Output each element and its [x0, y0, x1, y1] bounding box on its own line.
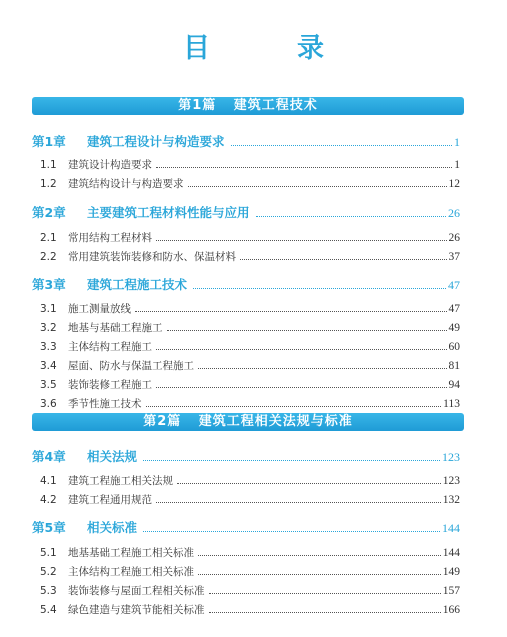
section-title: 地基与基础工程施工	[68, 322, 163, 334]
chapter-title: 相关标准	[87, 520, 138, 535]
section-number: 3.6	[40, 398, 57, 410]
toc-chapter-2[interactable]	[32, 203, 460, 221]
toc-section-4-1[interactable]	[40, 473, 460, 488]
section-title: 季节性施工技术	[68, 398, 142, 410]
section-number: 5.2	[40, 566, 57, 578]
section-number: 3.1	[40, 303, 57, 315]
page-number: 60	[448, 341, 460, 353]
page-number: 47	[448, 278, 460, 292]
chapter-number: 第4章	[32, 449, 66, 464]
leader-dots	[209, 612, 441, 613]
leader-dots	[143, 460, 440, 461]
page-number: 166	[442, 604, 460, 616]
page-number: 144	[442, 521, 460, 535]
toc-section-3-6[interactable]	[40, 396, 460, 411]
leader-dots	[156, 502, 441, 503]
leader-dots	[240, 259, 447, 260]
page-title: 目 录	[183, 33, 354, 64]
part-name: 建筑工程相关法规与标准	[198, 414, 353, 429]
part-2-banner	[32, 413, 464, 431]
leader-dots	[156, 240, 447, 241]
toc-section-2-1[interactable]	[40, 230, 460, 245]
part-1-banner	[32, 97, 464, 115]
leader-dots	[156, 387, 447, 388]
leader-dots	[135, 311, 447, 312]
section-number: 4.2	[40, 494, 57, 506]
part-name: 建筑工程技术	[233, 98, 318, 113]
page-number: 1	[454, 159, 460, 171]
chapter-title: 建筑工程设计与构造要求	[87, 134, 225, 149]
toc-chapter-3[interactable]	[32, 275, 460, 293]
page-number: 113	[443, 398, 460, 410]
leader-dots	[256, 216, 446, 217]
page-number: 132	[442, 494, 460, 506]
toc-section-3-4[interactable]	[40, 358, 460, 373]
toc-section-5-1[interactable]	[40, 545, 460, 560]
chapter-title: 主要建筑工程材料性能与应用	[87, 205, 250, 220]
leader-dots	[198, 368, 447, 369]
leader-dots	[209, 593, 441, 594]
toc-section-4-2[interactable]	[40, 492, 460, 507]
section-title: 常用结构工程材料	[68, 232, 152, 244]
part-label: 第2篇	[143, 414, 182, 429]
page-number: 81	[448, 360, 460, 372]
page-number: 157	[442, 585, 460, 597]
toc-chapter-1[interactable]	[32, 132, 460, 150]
section-title: 屋面、防水与保温工程施工	[68, 360, 194, 372]
page-number: 12	[448, 178, 460, 190]
leader-dots	[146, 406, 442, 407]
section-number: 2.2	[40, 251, 57, 263]
section-title: 主体结构工程施工	[68, 341, 152, 353]
page-number: 94	[448, 379, 460, 391]
toc-section-3-5[interactable]	[40, 377, 460, 392]
page-number: 47	[448, 303, 460, 315]
section-title: 施工测量放线	[68, 303, 131, 315]
section-title: 装饰装修与屋面工程相关标准	[68, 585, 205, 597]
page-number: 49	[448, 322, 460, 334]
section-number: 3.4	[40, 360, 57, 372]
leader-dots	[143, 531, 440, 532]
leader-dots	[177, 483, 441, 484]
section-number: 5.4	[40, 604, 57, 616]
toc-section-5-2[interactable]	[40, 564, 460, 579]
page-number: 149	[442, 566, 460, 578]
section-title: 地基基础工程施工相关标准	[68, 547, 194, 559]
section-number: 3.2	[40, 322, 57, 334]
section-number: 4.1	[40, 475, 57, 487]
section-number: 3.5	[40, 379, 57, 391]
section-number: 5.3	[40, 585, 57, 597]
toc-section-1-2[interactable]	[40, 176, 460, 191]
chapter-number: 第2章	[32, 205, 66, 220]
chapter-title: 建筑工程施工技术	[87, 277, 188, 292]
section-title: 主体结构工程施工相关标准	[68, 566, 194, 578]
toc-section-5-3[interactable]	[40, 583, 460, 598]
section-title: 建筑结构设计与构造要求	[68, 178, 184, 190]
toc-section-3-2[interactable]	[40, 320, 460, 335]
page-number: 37	[448, 251, 460, 263]
part-label: 第1篇	[178, 98, 217, 113]
toc-section-3-3[interactable]	[40, 339, 460, 354]
page-number: 26	[448, 232, 460, 244]
page-number: 1	[454, 135, 460, 149]
chapter-title: 相关法规	[87, 449, 138, 464]
page-number: 123	[442, 450, 460, 464]
toc-section-1-1[interactable]	[40, 157, 460, 172]
chapter-number: 第5章	[32, 520, 66, 535]
leader-dots	[167, 330, 447, 331]
toc-chapter-5[interactable]	[32, 518, 460, 536]
toc-chapter-4[interactable]	[32, 447, 460, 465]
section-number: 3.3	[40, 341, 57, 353]
leader-dots	[231, 145, 452, 146]
leader-dots	[198, 574, 441, 575]
page-number: 123	[442, 475, 460, 487]
page-number: 144	[442, 547, 460, 559]
leader-dots	[198, 555, 441, 556]
leader-dots	[156, 167, 452, 168]
chapter-number: 第3章	[32, 277, 66, 292]
chapter-number: 第1章	[32, 134, 66, 149]
leader-dots	[156, 349, 447, 350]
section-title: 装饰装修工程施工	[68, 379, 152, 391]
section-title: 绿色建造与建筑节能相关标准	[68, 604, 205, 616]
section-title: 建筑工程施工相关法规	[68, 475, 173, 487]
section-number: 1.1	[40, 159, 57, 171]
page-number: 26	[448, 206, 460, 220]
toc-section-2-2[interactable]	[40, 249, 460, 264]
leader-dots	[188, 186, 447, 187]
section-title: 常用建筑装饰装修和防水、保温材料	[68, 251, 236, 263]
section-title: 建筑工程通用规范	[68, 494, 152, 506]
section-number: 5.1	[40, 547, 57, 559]
leader-dots	[193, 288, 446, 289]
toc-section-3-1[interactable]	[40, 301, 460, 316]
section-number: 2.1	[40, 232, 57, 244]
section-title: 建筑设计构造要求	[68, 159, 152, 171]
toc-section-5-4[interactable]	[40, 602, 460, 617]
section-number: 1.2	[40, 178, 57, 190]
